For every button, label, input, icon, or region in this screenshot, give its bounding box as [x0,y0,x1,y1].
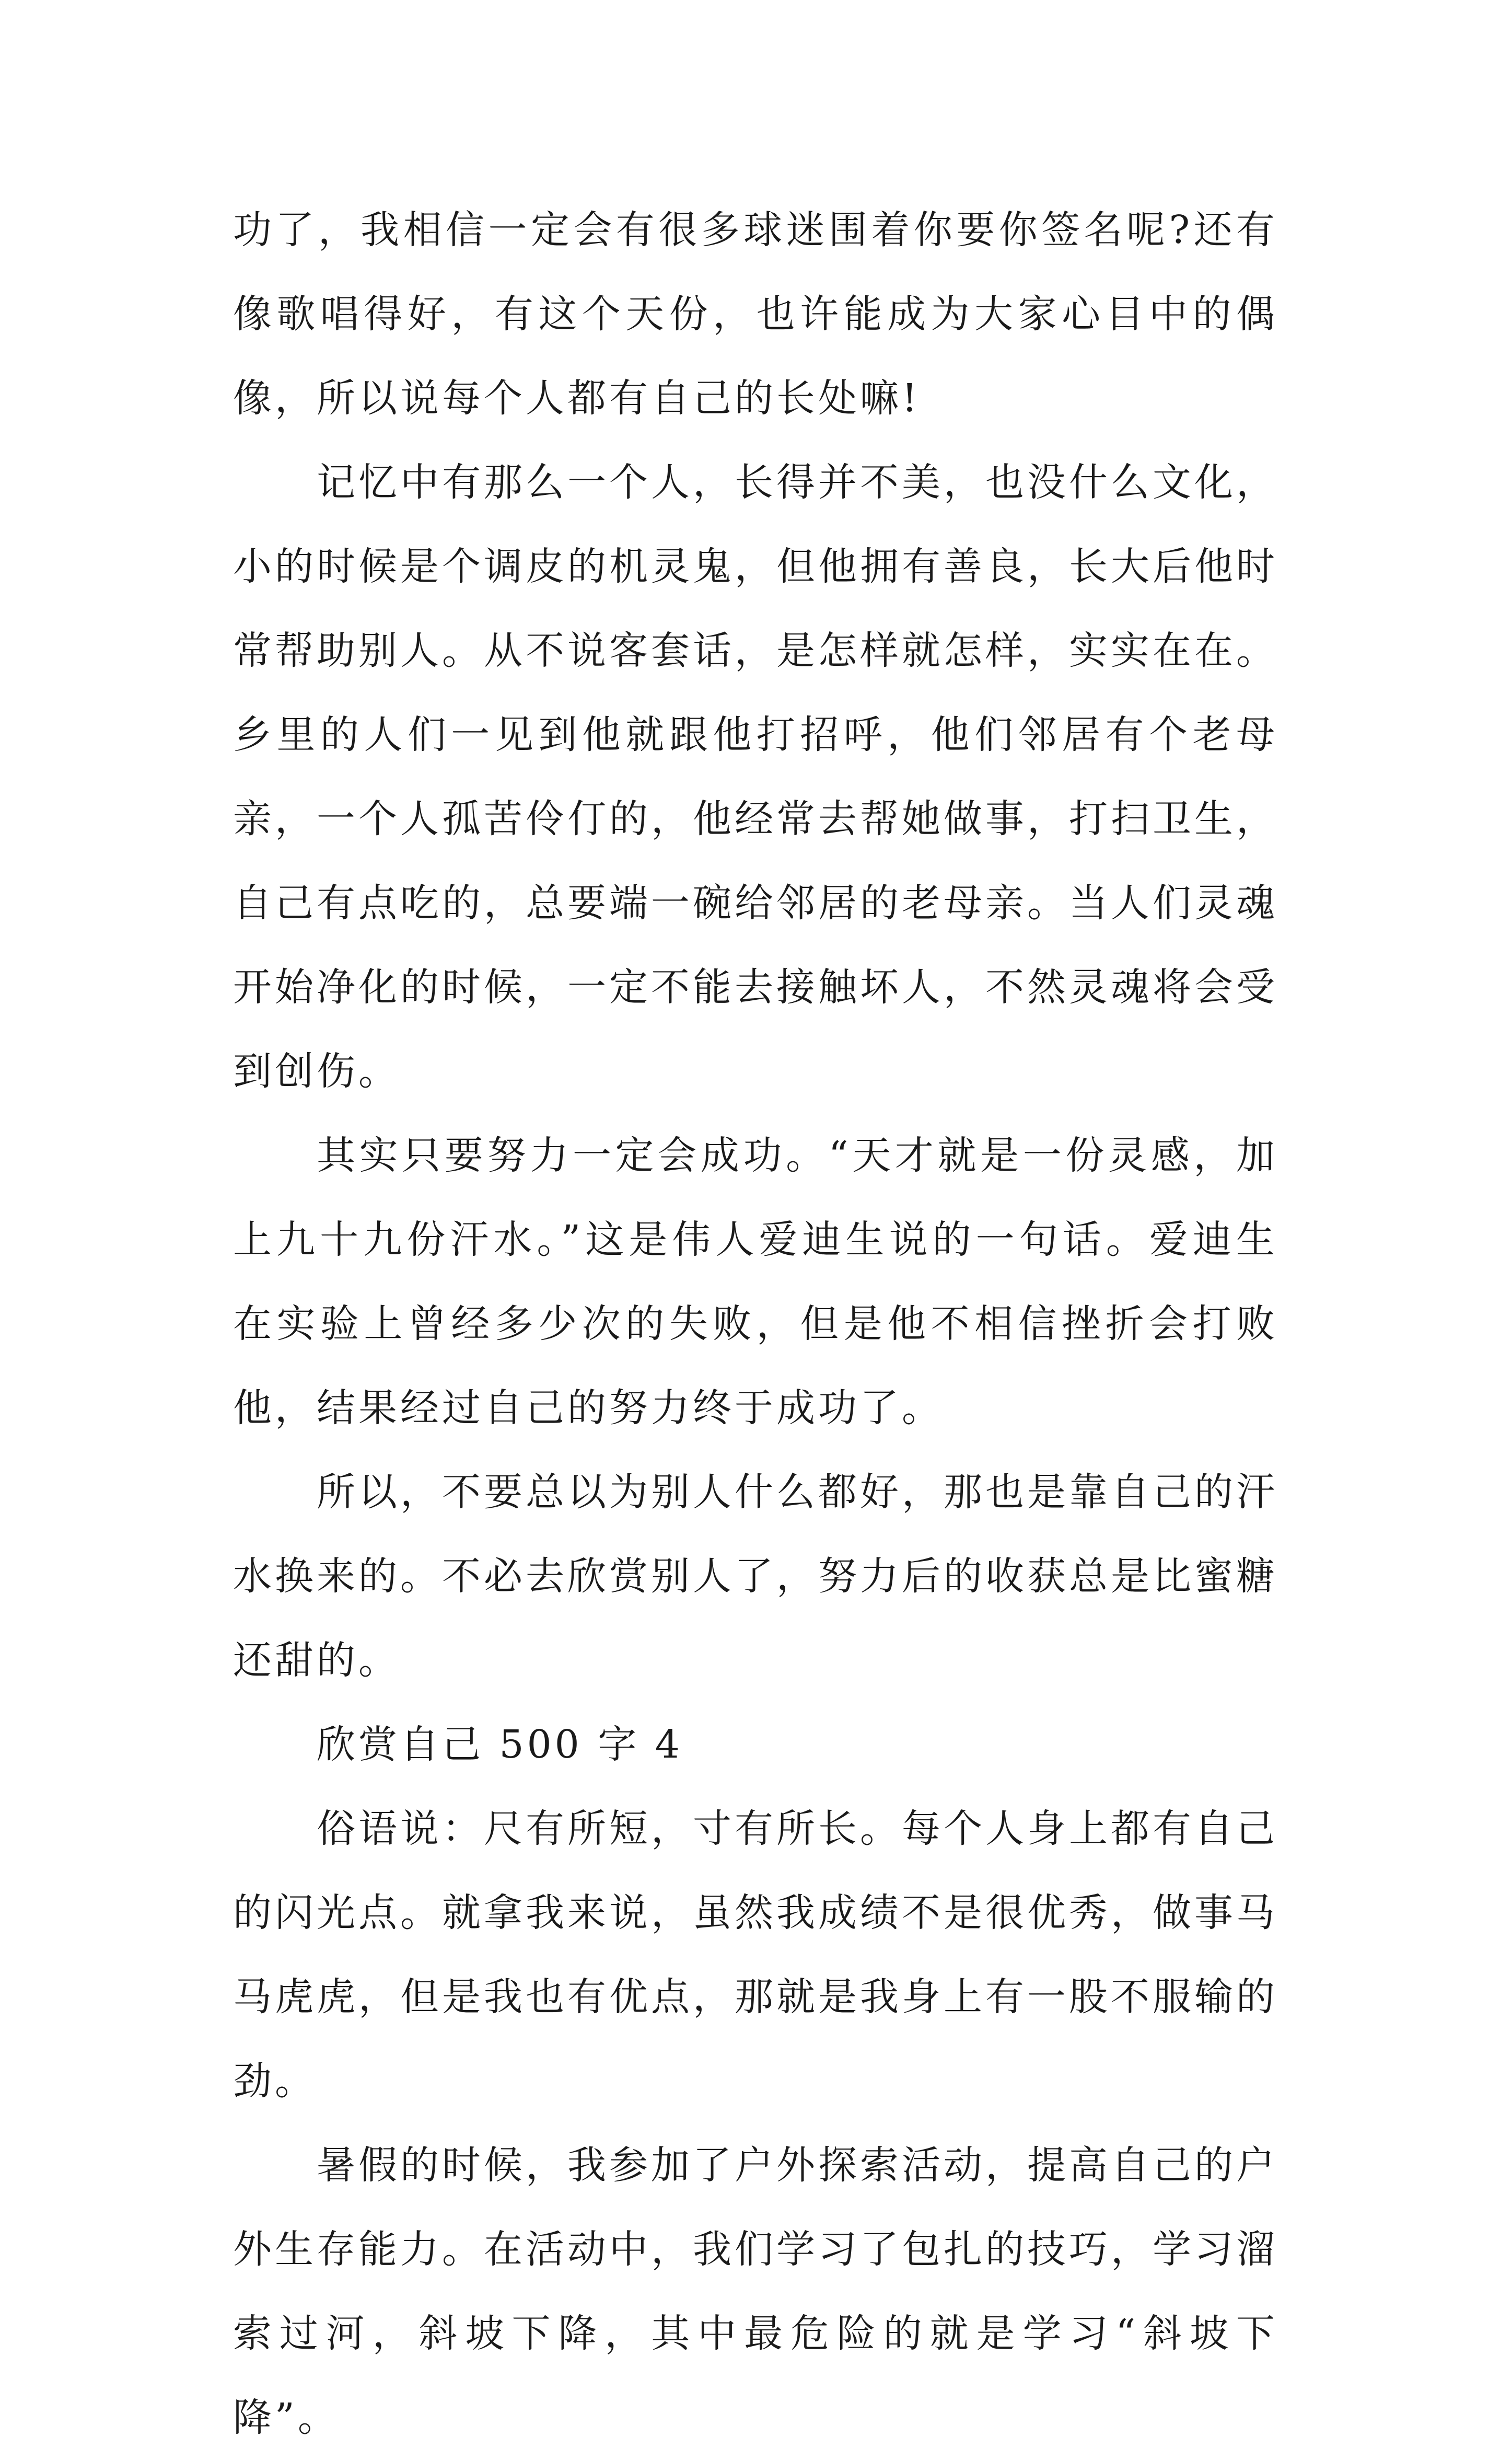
document-body [233,188,1278,2460]
paragraph-summer-activity: 暑假的时候，我参加了户外探索活动，提高自己的户外生存能力。在活动中，我们学习了包扎的技巧，学习溜索过河，斜坡下降，其中最危险的就是学习“斜坡下降”。 [233,2143,1278,2440]
paragraph-edison: 其实只要努力一定会成功。“天才就是一份灵感，加上九十九份汗水。”这是伟人爱迪生说的一句话。爱迪生在实验上曾经多少次的失败，但是他不相信挫折会打败他，结果经过自己的努力终于成功了。 [233,1133,1278,1430]
paragraph-proverb: 俗语说：尺有所短，寸有所长。每个人身上都有自己的闪光点。就拿我来说，虽然我成绩不是很优秀，做事马马虎虎，但是我也有优点，那就是我身上有一股不服输的劲。 [233,1806,1278,2104]
section-heading: 欣赏自己 500 字 4 [317,1722,683,1767]
paragraph-conclusion: 所以，不要总以为别人什么都好，那也是靠自己的汗水换来的。不必去欣赏别人了，努力后的收获总是比蜜糖还甜的。 [233,1470,1278,1683]
paragraph-continuation: 功了，我相信一定会有很多球迷围着你要你签名呢?还有像歌唱得好，有这个天份，也许能成为大家心目中的偶像，所以说每个人都有自己的长处嘛! [233,207,1278,421]
paragraph-memory-person: 记忆中有那么一个人，长得并不美，也没什么文化，小的时候是个调皮的机灵鬼，但他拥有善良，长大后他时常帮助别人。从不说客套话，是怎样就怎样，实实在在。乡里的人们一见到他就跟他打招呼，他们邻居有个老母亲，一个人孤苦伶仃的，他经常去帮她做事，打扫卫生，自己有点吃的，总要端一碗给邻居的老母亲。当人们灵魂开始净化的时候，一定不能去接触坏人，不然灵魂将会受到创伤。 [233,460,1278,1094]
